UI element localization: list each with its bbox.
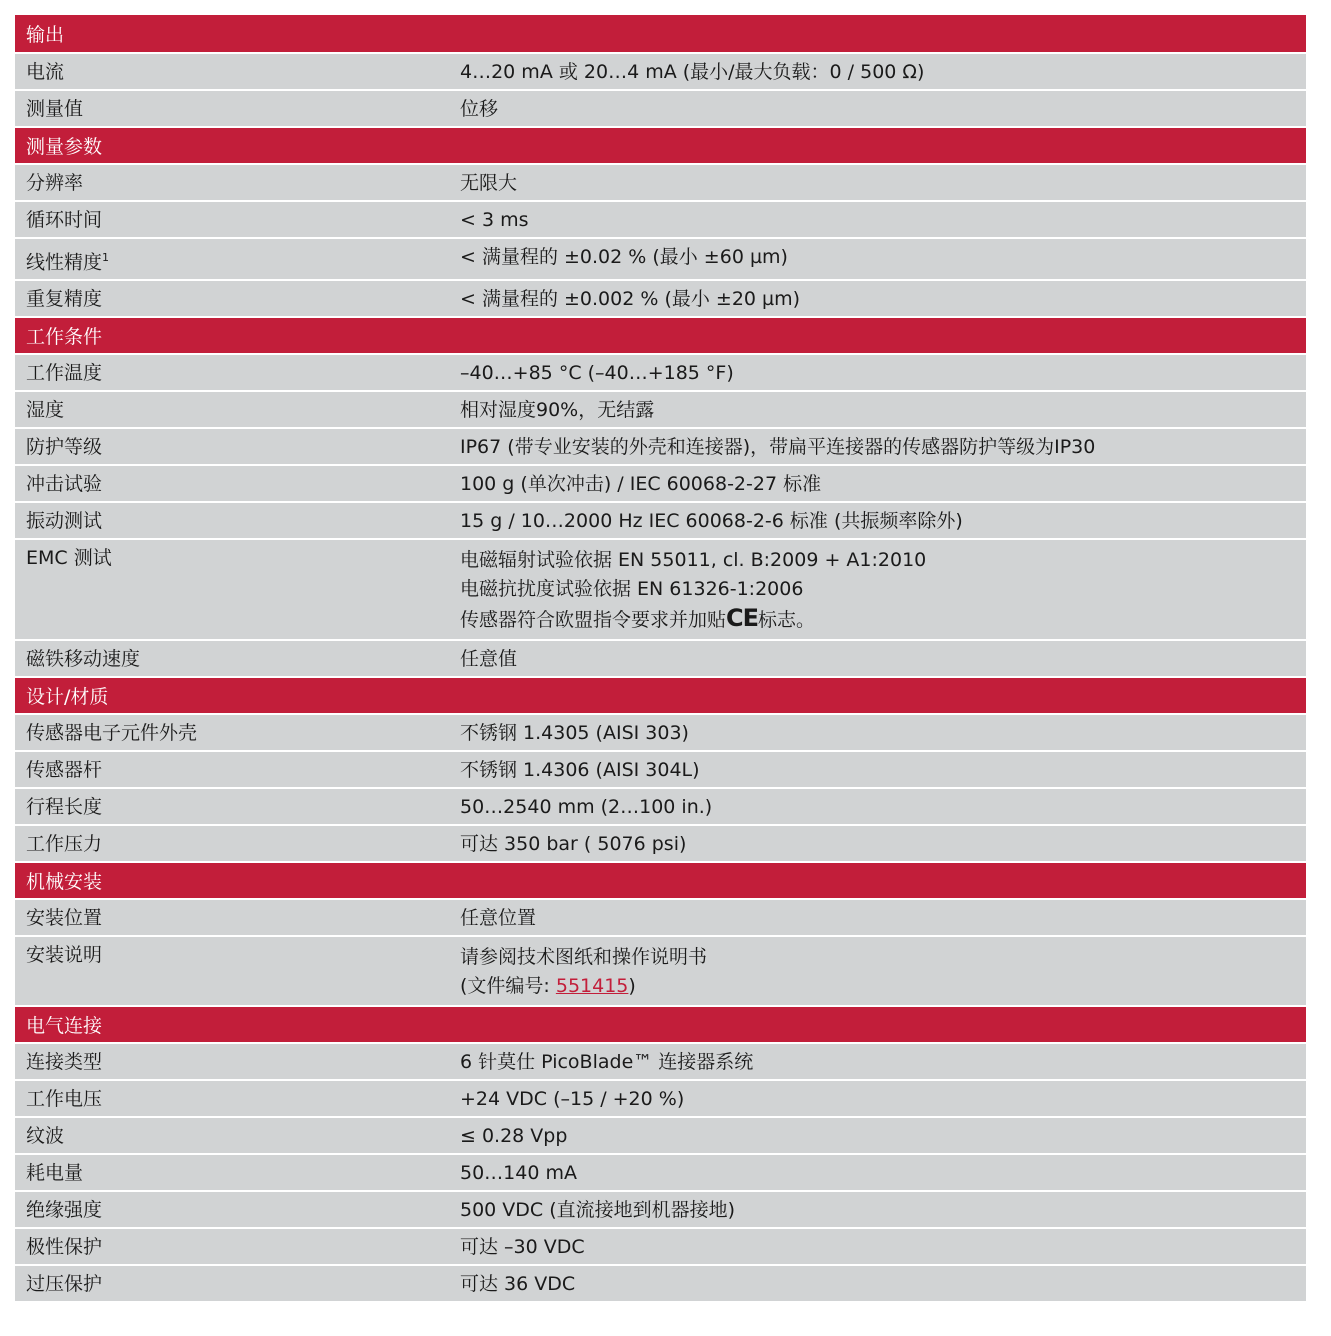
spec-value-line: 4…20 mA 或 20…4 mA (最小/最大负载：0 / 500 Ω) [460, 61, 925, 83]
spec-label: 工作压力 [26, 833, 103, 856]
spec-value-line: 请参阅技术图纸和操作说明书 [460, 946, 708, 969]
spec-label: 冲击试验 [26, 473, 103, 496]
spec-value [460, 832, 1306, 857]
spec-value-line: 可达 350 bar ( 5076 psi) [460, 833, 687, 856]
spec-label: 传感器杆 [26, 759, 103, 782]
spec-row [15, 353, 1306, 390]
section-header [15, 126, 1306, 163]
spec-value [460, 287, 1306, 312]
spec-row [15, 898, 1306, 935]
spec-row [15, 464, 1306, 501]
spec-row [15, 1116, 1306, 1153]
spec-value-line: +24 VDC (–15 / +20 %) [460, 1088, 685, 1111]
spec-row [15, 1190, 1306, 1227]
spec-row [15, 89, 1306, 126]
spec-value-line [460, 604, 1306, 635]
spec-row [15, 1153, 1306, 1190]
spec-row [15, 713, 1306, 750]
spec-value-line: 50…2540 mm (2…100 in.) [460, 796, 713, 819]
spec-value-line: 相对湿度90%，无结露 [460, 399, 655, 422]
section-title: 电气连接 [26, 1015, 103, 1038]
spec-label: 测量值 [26, 98, 84, 120]
spec-label: 磁铁移动速度 [26, 648, 141, 671]
spec-row [15, 200, 1306, 237]
spec-value-line: 15 g / 10…2000 Hz IEC 60068-2-6 标准 (共振频率除外) [460, 510, 963, 533]
spec-value-line: 可达 36 VDC [460, 1273, 576, 1296]
spec-value [460, 472, 1306, 497]
spec-value-line: < 满量程的 ±0.02 % (最小 ±60 µm) [460, 246, 788, 268]
spec-value-line: 电磁抗扰度试验依据 EN 61326-1:2006 [460, 578, 804, 601]
spec-value [460, 1161, 1306, 1186]
spec-value [460, 906, 1306, 931]
spec-value-line: < 满量程的 ±0.002 % (最小 ±20 µm) [460, 288, 801, 311]
section-header [15, 861, 1306, 898]
spec-label: 极性保护 [26, 1236, 103, 1259]
doc-number-prefix: (文件编号: [460, 975, 556, 998]
section-title: 机械安装 [26, 871, 103, 894]
spec-value [460, 1124, 1306, 1149]
spec-label: 行程长度 [26, 796, 103, 819]
spec-value-line: 50…140 mA [460, 1162, 577, 1185]
spec-label: 循环时间 [26, 209, 103, 231]
spec-value-line: IP67 (带专业安装的外壳和连接器)，带扁平连接器的传感器防护等级为IP30 [460, 436, 1096, 459]
spec-value-line: 电磁辐射试验依据 EN 55011, cl. B:2009 + A1:2010 [460, 549, 927, 572]
ce-text-before: 传感器符合欧盟指令要求并加贴 [460, 609, 727, 632]
spec-value [460, 435, 1306, 460]
spec-label: 防护等级 [26, 436, 103, 459]
spec-label: EMC 测试 [26, 547, 112, 570]
spec-value [460, 758, 1306, 783]
spec-label: 安装说明 [26, 944, 103, 967]
doc-number-suffix: ) [628, 975, 636, 998]
spec-row [15, 1079, 1306, 1116]
section-header [15, 15, 1306, 52]
spec-row [15, 390, 1306, 427]
spec-label: 纹波 [26, 1125, 65, 1148]
spec-row [15, 750, 1306, 787]
footnote-marker: 1 [102, 251, 110, 264]
spec-label: 工作电压 [26, 1088, 103, 1111]
spec-value-line: 任意位置 [460, 907, 537, 930]
section-title: 测量参数 [26, 136, 103, 158]
spec-value [460, 943, 1306, 1001]
spec-value [460, 1235, 1306, 1260]
spec-value-line: –40…+85 °C (–40…+185 °F) [460, 362, 734, 385]
spec-row [15, 639, 1306, 676]
spec-row [15, 1264, 1306, 1301]
spec-value-line: 不锈钢 1.4306 (AISI 304L) [460, 759, 700, 782]
spec-row [15, 163, 1306, 200]
section-header [15, 1005, 1306, 1042]
spec-value [460, 721, 1306, 746]
spec-value-line [460, 972, 1306, 1001]
spec-value [460, 60, 1306, 85]
spec-value-line: ≤ 0.28 Vpp [460, 1125, 568, 1148]
spec-label: 绝缘强度 [26, 1199, 103, 1222]
spec-value [460, 97, 1306, 122]
spec-row [15, 52, 1306, 89]
spec-label: 连接类型 [26, 1051, 103, 1074]
spec-value-line: 位移 [460, 98, 499, 120]
spec-value-line: 任意值 [460, 648, 518, 671]
spec-label: 传感器电子元件外壳 [26, 722, 198, 745]
document-number-link[interactable]: 551415 [555, 975, 629, 998]
spec-label: 电流 [26, 61, 65, 83]
spec-row [15, 1227, 1306, 1264]
section-title: 设计/材质 [26, 686, 109, 709]
spec-value [460, 398, 1306, 423]
section-title: 输出 [26, 24, 65, 46]
section-header [15, 676, 1306, 713]
section-header [15, 316, 1306, 353]
spec-row [15, 935, 1306, 1005]
spec-label: 重复精度 [26, 288, 103, 311]
ce-mark-icon: CE [726, 604, 759, 633]
spec-row [15, 501, 1306, 538]
section-title: 工作条件 [26, 326, 103, 349]
spec-table [15, 15, 1306, 1301]
spec-value-line: 无限大 [460, 172, 518, 194]
spec-row [15, 279, 1306, 316]
spec-value-line: < 3 ms [460, 209, 529, 231]
spec-label: 分辨率 [26, 172, 84, 194]
spec-value-line: 不锈钢 1.4305 (AISI 303) [460, 722, 689, 745]
spec-row [15, 237, 1306, 279]
spec-value-line: 100 g (单次冲击) / IEC 60068-2-27 标准 [460, 473, 822, 496]
spec-value [460, 1087, 1306, 1112]
spec-row [15, 824, 1306, 861]
spec-label: 线性精度$^1$ [26, 251, 110, 274]
spec-row [15, 538, 1306, 639]
spec-value [460, 795, 1306, 820]
spec-value [460, 208, 1306, 233]
spec-label: 振动测试 [26, 510, 103, 533]
spec-row [15, 787, 1306, 824]
spec-label: 过压保护 [26, 1273, 103, 1296]
spec-value [460, 1050, 1306, 1075]
spec-value [460, 546, 1306, 635]
spec-label: 安装位置 [26, 907, 103, 930]
spec-value [460, 509, 1306, 534]
spec-value-line: 500 VDC (直流接地到机器接地) [460, 1199, 736, 1222]
spec-label: 湿度 [26, 399, 65, 422]
spec-label: 耗电量 [26, 1162, 84, 1185]
spec-value [460, 1272, 1306, 1297]
ce-text-after: 标志。 [758, 609, 816, 632]
spec-value [460, 361, 1306, 386]
spec-value [460, 245, 1306, 270]
spec-value [460, 1198, 1306, 1223]
spec-row [15, 1042, 1306, 1079]
spec-value-line: 可达 –30 VDC [460, 1236, 585, 1259]
spec-value-line: 6 针莫仕 PicoBlade™ 连接器系统 [460, 1051, 754, 1074]
spec-label: 工作温度 [26, 362, 103, 385]
spec-row [15, 427, 1306, 464]
spec-value [460, 647, 1306, 672]
spec-value [460, 171, 1306, 196]
